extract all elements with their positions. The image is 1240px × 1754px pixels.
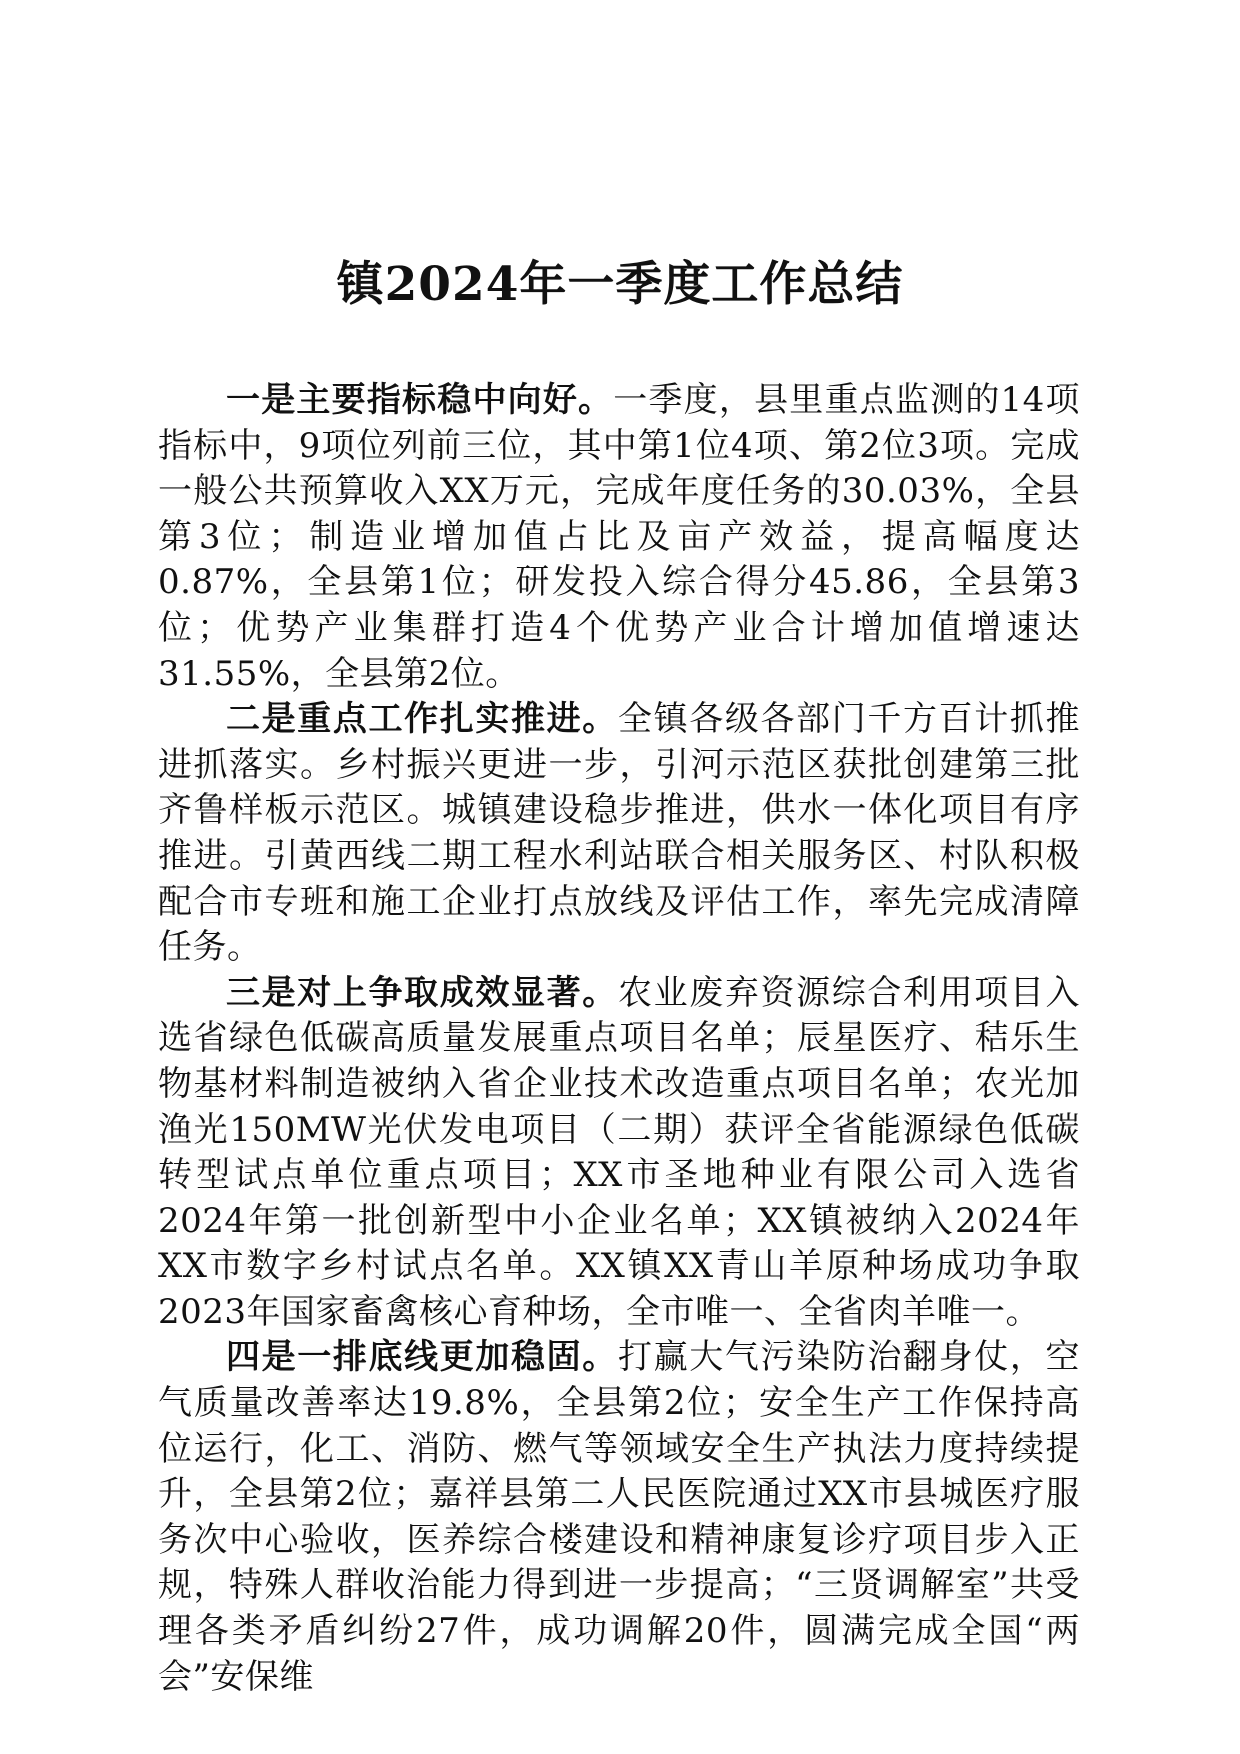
paragraph-3 [158,971,1080,1336]
paragraph-2 [158,697,1080,971]
paragraph-4 [158,1335,1080,1698]
paragraph-lead: 一是主要指标稳中向好。 [226,380,614,420]
paragraph-text: 农业废弃资源综合利用项目入选省绿色低碳高质量发展重点项目名单；辰星医疗、秸乐生物基材料制造被纳入省企业技术改造重点项目名单；农光加渔光150MW光伏发电项目（二期）获评全省能源绿色低碳转型试点单位重点项目；XX市圣地种业有限公司入选省2024年第一批创新型中小企业名单；XX镇被纳入2024年XX市数字乡村试点名单。XX镇XX青山羊原种场成功争取2023年国家畜禽核心育种场，全市唯一、全省肉羊唯一。 [158,972,1080,1332]
document-body [158,378,1080,1698]
paragraph-lead: 二是重点工作扎实推进。 [226,699,618,740]
paragraph-1 [158,378,1080,697]
paragraph-text: 打赢大气污染防治翻身仗，空气质量改善率达19.8%，全县第2位；安全生产工作保持高位运行，化工、消防、燃气等领域安全生产执法力度持续提升，全县第2位；嘉祥县第二人民医院通过XX市县城医疗服务次中心验收，医养综合楼建设和精神康复诊疗项目步入正规，特殊人群收治能力得到进一步提高；“三贤调解室”共受理各类矛盾纠纷27件，成功调解20件，圆满完成全国“两会”安保维 [158,1337,1080,1697]
paragraph-lead: 四是一排底线更加稳固。 [226,1337,618,1378]
document-title: 镇2024年一季度工作总结 [336,257,904,312]
paragraph-lead: 三是对上争取成效显著。 [226,972,618,1013]
paragraph-text: 一季度，县里重点监测的14项指标中，9项位列前三位，其中第1位4项、第2位3项。完成一般公共预算收入XX万元，完成年度任务的30.03%，全县第3位；制造业增加值占比及亩产效益，提高幅度达0.87%，全县第1位；研发投入综合得分45.86，全县第3位；优势产业集群打造4个优势产业合计增加值增速达31.55%，全县第2位。 [158,380,1080,694]
paragraph-text: 全镇各级各部门千方百计抓推进抓落实。乡村振兴更进一步，引河示范区获批创建第三批齐鲁样板示范区。城镇建设稳步推进，供水一体化项目有序推进。引黄西线二期工程水利站联合相关服务区、村队积极配合市专班和施工企业打点放线及评估工作，率先完成清障任务。 [158,699,1080,968]
